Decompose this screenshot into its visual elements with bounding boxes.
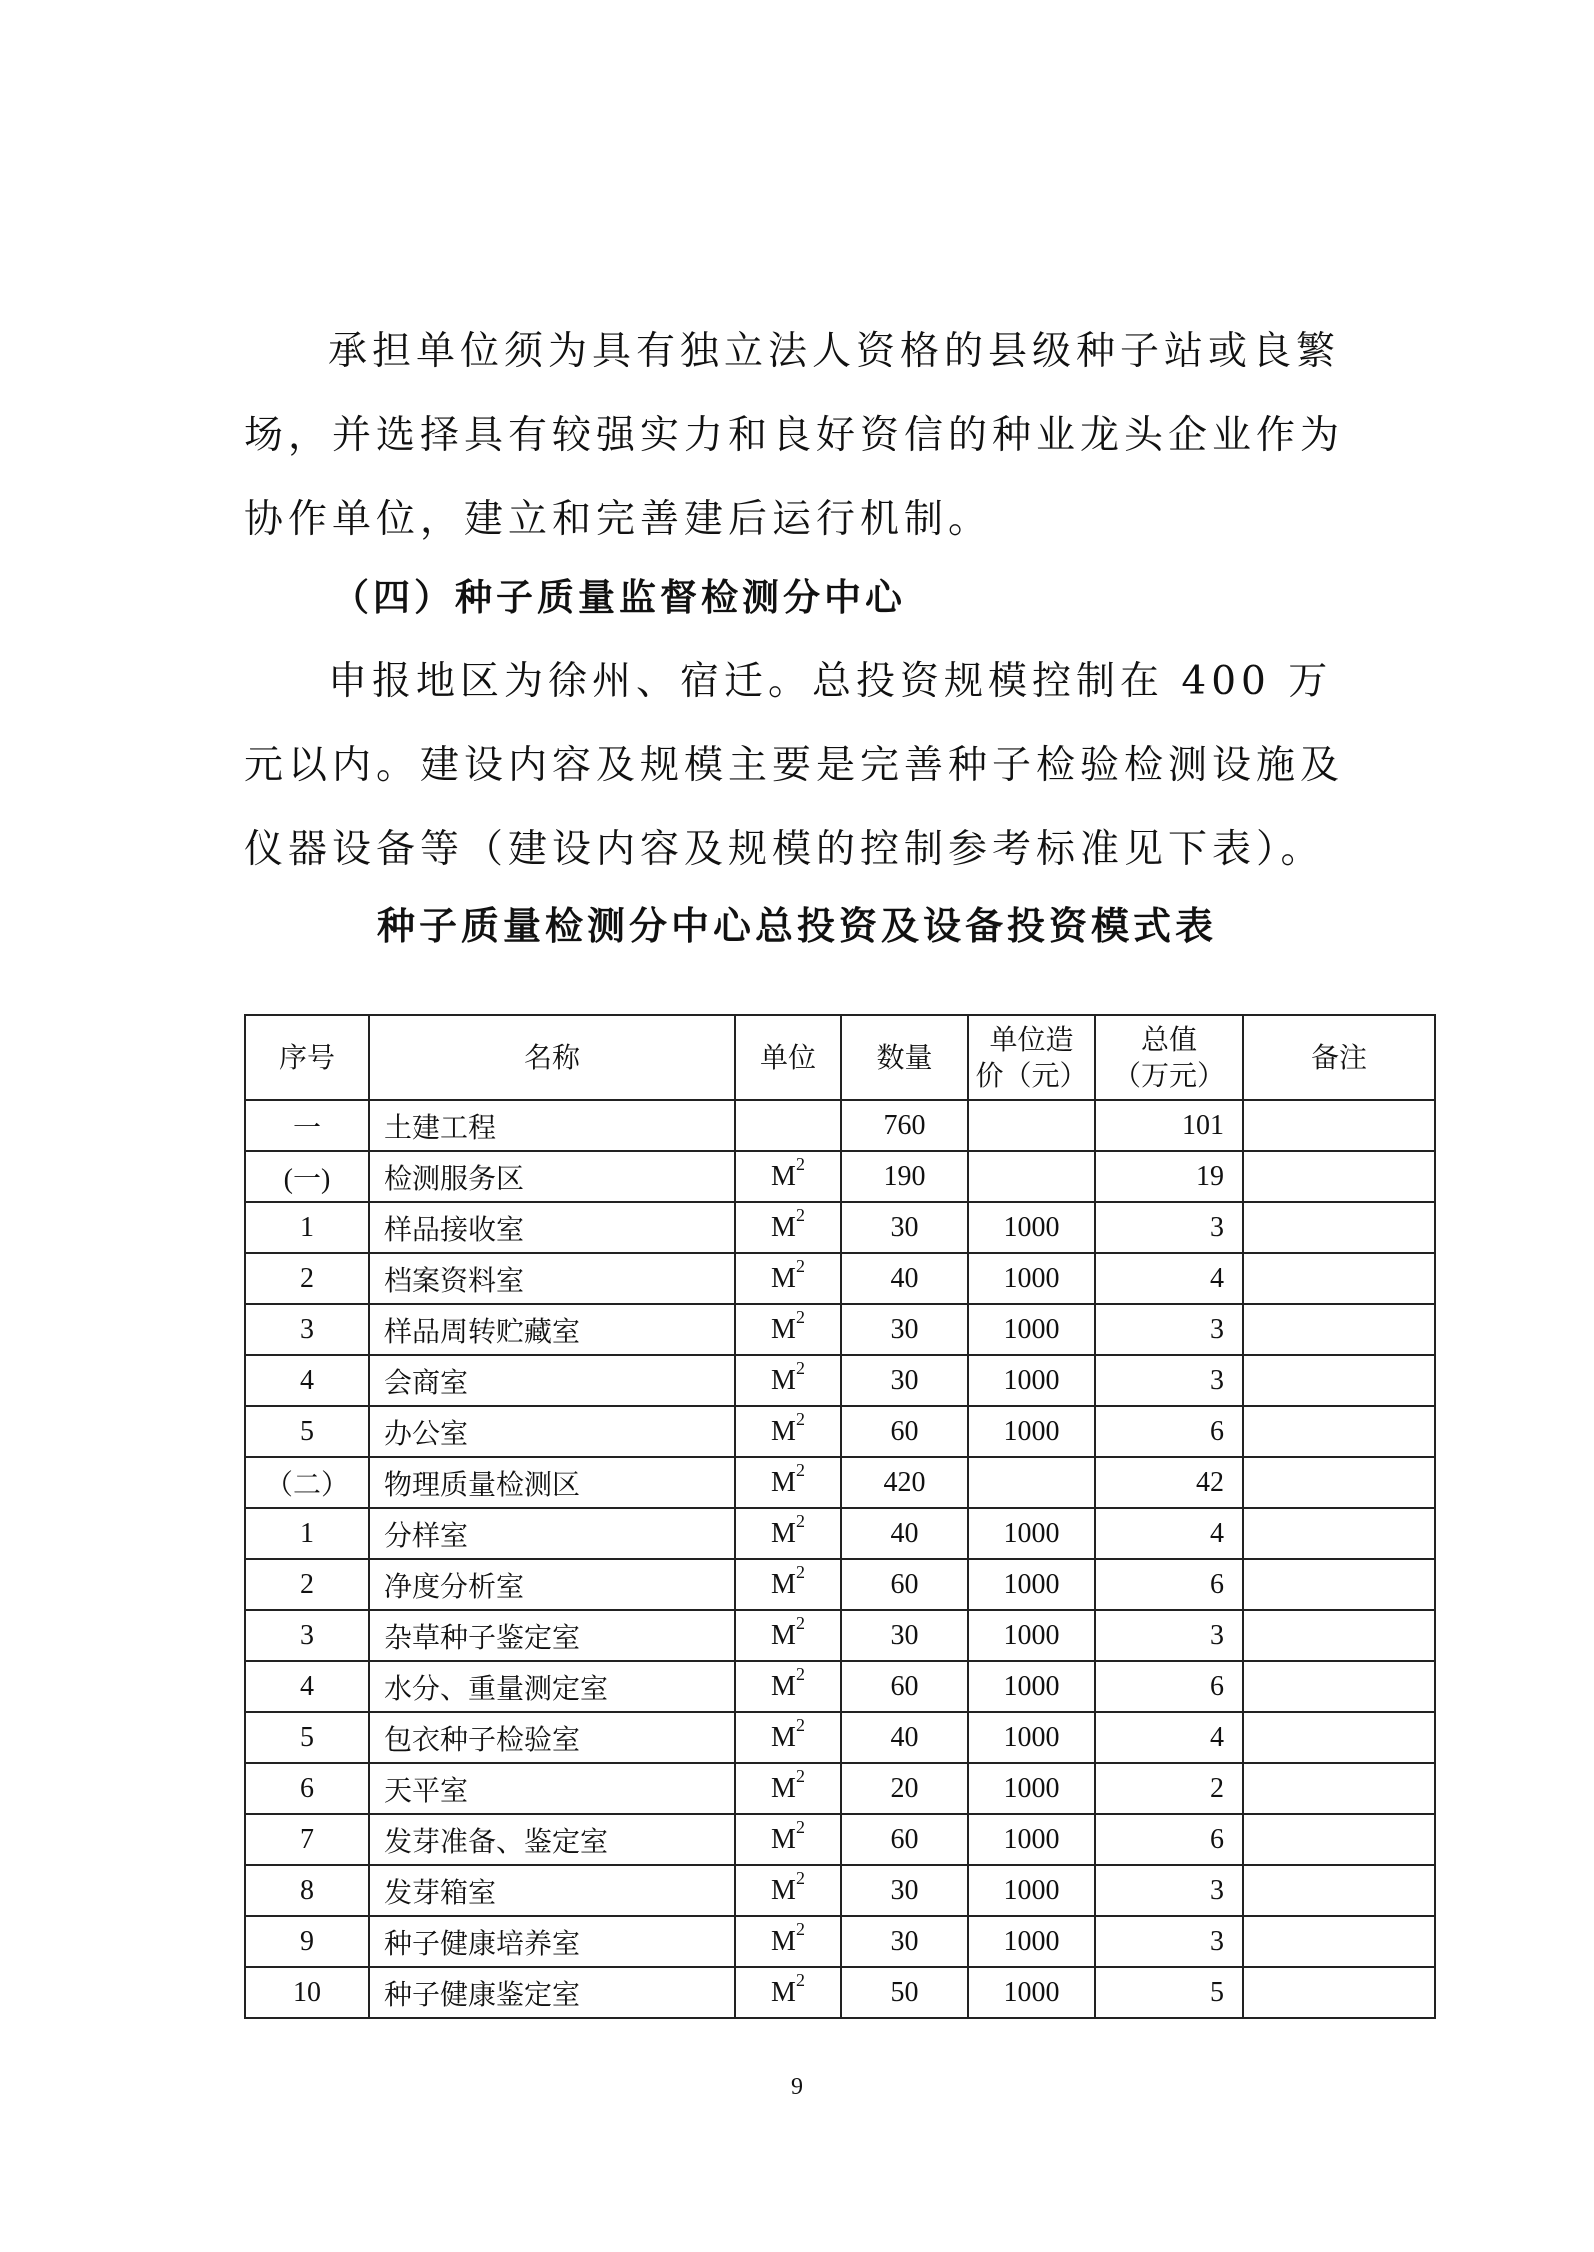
cell-name: 样品接收室 <box>369 1202 735 1253</box>
cell-unit: $M^2$ <box>735 1151 841 1202</box>
table-row <box>245 1457 1435 1508</box>
cell-total: 5 <box>1095 1967 1243 2018</box>
cell-remark <box>1243 1661 1435 1712</box>
cell-qty: 50 <box>841 1967 968 2018</box>
cell-seq: 6 <box>245 1763 369 1814</box>
header-total <box>1095 1015 1243 1100</box>
cell-seq: 8 <box>245 1865 369 1916</box>
cell-remark <box>1243 1508 1435 1559</box>
header-remark: 备注 <box>1243 1015 1435 1100</box>
cell-total: 4 <box>1095 1508 1243 1559</box>
cell-unit <box>735 1100 841 1151</box>
cell-total: 3 <box>1095 1304 1243 1355</box>
cell-unit-price: 1000 <box>968 1916 1095 1967</box>
header-qty: 数量 <box>841 1015 968 1100</box>
cell-qty: 30 <box>841 1202 968 1253</box>
cell-qty: 30 <box>841 1610 968 1661</box>
table-row <box>245 1508 1435 1559</box>
cell-remark <box>1243 1559 1435 1610</box>
table-row <box>245 1253 1435 1304</box>
cell-qty: 30 <box>841 1916 968 1967</box>
cell-unit: $M^2$ <box>735 1865 841 1916</box>
cell-remark <box>1243 1100 1435 1151</box>
cell-unit: $M^2$ <box>735 1559 841 1610</box>
table-body <box>245 1100 1435 2018</box>
cell-qty: 420 <box>841 1457 968 1508</box>
cell-total: 19 <box>1095 1151 1243 1202</box>
table-row <box>245 1406 1435 1457</box>
table-row <box>245 1712 1435 1763</box>
cell-unit: $M^2$ <box>735 1457 841 1508</box>
cell-remark <box>1243 1610 1435 1661</box>
table-row <box>245 1763 1435 1814</box>
cell-remark <box>1243 1202 1435 1253</box>
cell-unit: $M^2$ <box>735 1712 841 1763</box>
cell-seq: 一 <box>245 1100 369 1151</box>
cell-total: 6 <box>1095 1559 1243 1610</box>
cell-unit-price: 1000 <box>968 1712 1095 1763</box>
cell-seq: 7 <box>245 1814 369 1865</box>
cell-seq: 10 <box>245 1967 369 2018</box>
header-seq: 序号 <box>245 1015 369 1100</box>
section-heading: （四）种子质量监督检测分中心 <box>332 576 906 619</box>
cell-name: 发芽箱室 <box>369 1865 735 1916</box>
cell-unit: $M^2$ <box>735 1508 841 1559</box>
cell-unit-price: 1000 <box>968 1355 1095 1406</box>
cell-seq: 3 <box>245 1610 369 1661</box>
cell-name: 天平室 <box>369 1763 735 1814</box>
paragraph-application-area: 申报地区为徐州、宿迁。总投资规模控制在 400 万元以内。建设内容及规模主要是完善种子检验检测设施及仪器设备等（建设内容及规模的控制参考标准见下表）。 <box>244 659 1345 872</box>
cell-remark <box>1243 1457 1435 1508</box>
cell-total: 6 <box>1095 1406 1243 1457</box>
investment-table <box>244 1014 1436 2019</box>
cell-name: 会商室 <box>369 1355 735 1406</box>
cell-name: 物理质量检测区 <box>369 1457 735 1508</box>
page-number: 9 <box>791 2074 803 2100</box>
cell-total: 3 <box>1095 1202 1243 1253</box>
table-row <box>245 1661 1435 1712</box>
table-row <box>245 1355 1435 1406</box>
cell-name: 档案资料室 <box>369 1253 735 1304</box>
cell-unit: $M^2$ <box>735 1202 841 1253</box>
cell-seq: 4 <box>245 1661 369 1712</box>
paragraph-responsible-unit: 承担单位须为具有独立法人资格的县级种子站或良繁场，并选择具有较强实力和良好资信的种业龙头企业作为协作单位，建立和完善建后运行机制。 <box>244 329 1345 542</box>
cell-remark <box>1243 1304 1435 1355</box>
cell-total: 4 <box>1095 1712 1243 1763</box>
cell-unit-price: 1000 <box>968 1610 1095 1661</box>
cell-qty: 60 <box>841 1406 968 1457</box>
table-row <box>245 1559 1435 1610</box>
cell-unit: $M^2$ <box>735 1406 841 1457</box>
cell-seq: 2 <box>245 1559 369 1610</box>
cell-seq: 4 <box>245 1355 369 1406</box>
cell-unit: $M^2$ <box>735 1967 841 2018</box>
cell-total: 101 <box>1095 1100 1243 1151</box>
cell-unit: $M^2$ <box>735 1763 841 1814</box>
table-row <box>245 1151 1435 1202</box>
cell-remark <box>1243 1712 1435 1763</box>
cell-remark <box>1243 1406 1435 1457</box>
cell-unit-price: 1000 <box>968 1508 1095 1559</box>
cell-remark <box>1243 1763 1435 1814</box>
cell-seq: （二） <box>245 1457 369 1508</box>
table-row <box>245 1202 1435 1253</box>
cell-seq: (一) <box>245 1151 369 1202</box>
cell-total: 6 <box>1095 1661 1243 1712</box>
cell-unit-price: 1000 <box>968 1202 1095 1253</box>
cell-unit: $M^2$ <box>735 1355 841 1406</box>
cell-remark <box>1243 1151 1435 1202</box>
cell-remark <box>1243 1355 1435 1406</box>
cell-name: 检测服务区 <box>369 1151 735 1202</box>
header-unit-price-line2: 价（元） <box>975 1058 1088 1092</box>
cell-total: 6 <box>1095 1814 1243 1865</box>
cell-name: 水分、重量测定室 <box>369 1661 735 1712</box>
header-unit: 单位 <box>735 1015 841 1100</box>
cell-seq: 1 <box>245 1202 369 1253</box>
cell-unit-price: 1000 <box>968 1865 1095 1916</box>
cell-qty: 60 <box>841 1661 968 1712</box>
cell-seq: 2 <box>245 1253 369 1304</box>
cell-qty: 60 <box>841 1814 968 1865</box>
header-unit-price-line1: 单位造 <box>989 1022 1074 1056</box>
cell-unit-price: 1000 <box>968 1559 1095 1610</box>
cell-unit-price: 1000 <box>968 1763 1095 1814</box>
table-title: 种子质量检测分中心总投资及设备投资模式表 <box>376 904 1217 948</box>
cell-unit: $M^2$ <box>735 1661 841 1712</box>
cell-qty: 30 <box>841 1355 968 1406</box>
cell-seq: 1 <box>245 1508 369 1559</box>
table-row <box>245 1304 1435 1355</box>
cell-remark <box>1243 1916 1435 1967</box>
cell-total: 3 <box>1095 1610 1243 1661</box>
cell-qty: 760 <box>841 1100 968 1151</box>
cell-seq: 3 <box>245 1304 369 1355</box>
cell-name: 分样室 <box>369 1508 735 1559</box>
cell-name: 发芽准备、鉴定室 <box>369 1814 735 1865</box>
table-row <box>245 1916 1435 1967</box>
cell-total: 3 <box>1095 1355 1243 1406</box>
cell-unit-price: 1000 <box>968 1304 1095 1355</box>
table-row <box>245 1610 1435 1661</box>
table-row <box>245 1814 1435 1865</box>
cell-remark <box>1243 1253 1435 1304</box>
cell-qty: 60 <box>841 1559 968 1610</box>
cell-seq: 9 <box>245 1916 369 1967</box>
cell-total: 2 <box>1095 1763 1243 1814</box>
cell-name: 净度分析室 <box>369 1559 735 1610</box>
cell-unit: $M^2$ <box>735 1916 841 1967</box>
cell-remark <box>1243 1865 1435 1916</box>
cell-remark <box>1243 1967 1435 2018</box>
cell-unit: $M^2$ <box>735 1610 841 1661</box>
cell-unit-price <box>968 1100 1095 1151</box>
cell-name: 土建工程 <box>369 1100 735 1151</box>
cell-unit-price: 1000 <box>968 1814 1095 1865</box>
cell-qty: 40 <box>841 1253 968 1304</box>
cell-seq: 5 <box>245 1406 369 1457</box>
cell-total: 3 <box>1095 1916 1243 1967</box>
table-row <box>245 1100 1435 1151</box>
cell-unit-price <box>968 1151 1095 1202</box>
cell-name: 杂草种子鉴定室 <box>369 1610 735 1661</box>
cell-unit-price: 1000 <box>968 1967 1095 2018</box>
table-header-row <box>245 1015 1435 1100</box>
cell-name: 种子健康培养室 <box>369 1916 735 1967</box>
cell-name: 包衣种子检验室 <box>369 1712 735 1763</box>
cell-unit: $M^2$ <box>735 1814 841 1865</box>
cell-qty: 190 <box>841 1151 968 1202</box>
header-name: 名称 <box>369 1015 735 1100</box>
cell-unit: $M^2$ <box>735 1304 841 1355</box>
cell-unit-price: 1000 <box>968 1253 1095 1304</box>
header-total-line1: 总值 <box>1140 1022 1197 1056</box>
cell-unit-price: 1000 <box>968 1661 1095 1712</box>
cell-name: 样品周转贮藏室 <box>369 1304 735 1355</box>
header-total-line2: （万元） <box>1112 1058 1225 1092</box>
cell-remark <box>1243 1814 1435 1865</box>
table-row <box>245 1865 1435 1916</box>
cell-seq: 5 <box>245 1712 369 1763</box>
header-unit-price <box>968 1015 1095 1100</box>
cell-unit-price: 1000 <box>968 1406 1095 1457</box>
table-row <box>245 1967 1435 2018</box>
cell-qty: 20 <box>841 1763 968 1814</box>
cell-qty: 30 <box>841 1304 968 1355</box>
cell-unit: $M^2$ <box>735 1253 841 1304</box>
cell-total: 42 <box>1095 1457 1243 1508</box>
cell-name: 种子健康鉴定室 <box>369 1967 735 2018</box>
cell-qty: 40 <box>841 1712 968 1763</box>
cell-qty: 40 <box>841 1508 968 1559</box>
cell-unit-price <box>968 1457 1095 1508</box>
cell-name: 办公室 <box>369 1406 735 1457</box>
cell-total: 3 <box>1095 1865 1243 1916</box>
cell-total: 4 <box>1095 1253 1243 1304</box>
cell-qty: 30 <box>841 1865 968 1916</box>
